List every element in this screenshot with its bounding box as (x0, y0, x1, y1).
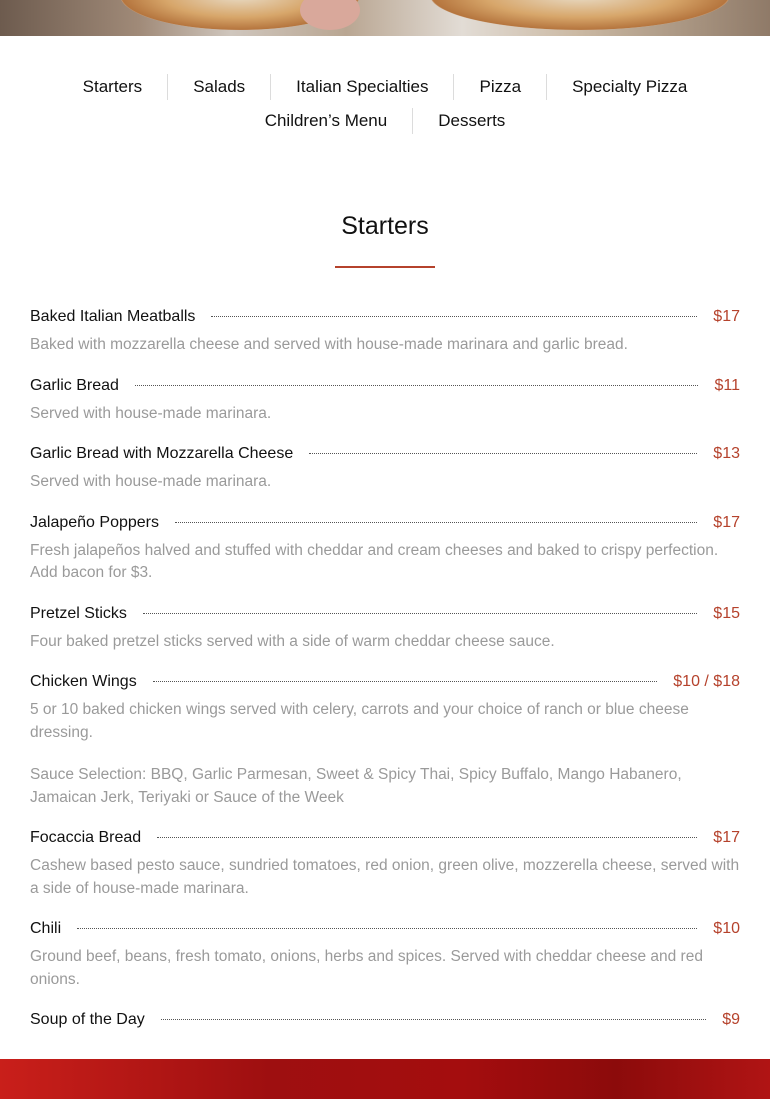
item-name: Baked Italian Meatballs (30, 308, 196, 325)
item-price: $10 / $18 (673, 673, 740, 690)
menu-item (30, 920, 740, 991)
item-description: Cashew based pesto sauce, sundried tomatoes, red onion, green olive, mozzerella cheese, served with a side of house-made marinara. (30, 857, 740, 897)
pizza-plate-image (430, 0, 730, 30)
dotted-leader (77, 928, 697, 929)
menu-item (30, 673, 740, 809)
footer-band (0, 1059, 770, 1099)
menu-list (30, 308, 740, 1057)
item-description: Served with house-made marinara. (30, 473, 272, 490)
item-price: $17 (713, 513, 740, 531)
title-underline (335, 266, 435, 268)
item-name: Chili (30, 920, 62, 937)
menu-item (30, 829, 740, 900)
item-price: $11 (714, 376, 740, 394)
nav-pizza[interactable]: Pizza (453, 74, 546, 100)
menu-item (30, 445, 740, 494)
item-price: $15 (713, 604, 740, 622)
item-name: Jalapeño Poppers (30, 513, 159, 531)
nav-row-2 (0, 104, 770, 138)
menu-item (30, 377, 740, 426)
dotted-leader (175, 522, 697, 523)
nav-specialty-pizza[interactable]: Specialty Pizza (546, 74, 712, 100)
item-name: Soup of the Day (30, 1011, 145, 1028)
item-name: Pretzel Sticks (30, 604, 127, 622)
item-description: Four baked pretzel sticks served with a side of warm cheddar cheese sauce. (30, 632, 555, 650)
item-price: $17 (713, 829, 740, 846)
dotted-leader (157, 837, 697, 838)
item-name: Chicken Wings (30, 673, 137, 690)
dotted-leader (143, 613, 697, 614)
section-title: Starters (341, 212, 429, 240)
menu-item (30, 308, 740, 357)
item-description: Baked with mozzarella cheese and served with house-made marinara and garlic bread. (30, 336, 628, 353)
item-price: $13 (713, 445, 740, 462)
item-name: Garlic Bread with Mozzarella Cheese (30, 445, 294, 462)
menu-item (30, 1011, 740, 1037)
dotted-leader (135, 385, 699, 386)
nav-starters[interactable]: Starters (82, 77, 143, 96)
item-description: Ground beef, beans, fresh tomato, onions, herbs and spices. Served with cheddar cheese and red onions. (30, 948, 703, 988)
item-price: $9 (722, 1011, 740, 1028)
nav-childrens-menu[interactable]: Children’s Menu (264, 111, 388, 130)
menu-category-nav (0, 70, 770, 138)
menu-item (30, 605, 740, 654)
hand-image (300, 0, 360, 30)
item-description: 5 or 10 baked chicken wings served with celery, carrots and your choice of ranch or blue cheese dressing. (30, 701, 689, 741)
hero-image (0, 0, 770, 36)
sauce-selection-note: Sauce Selection: BBQ, Garlic Parmesan, Sweet & Spicy Thai, Spicy Buffalo, Mango Habanero, Jamaican Jerk, Teriyaki or Sauce of the Week (30, 766, 682, 806)
nav-desserts[interactable]: Desserts (412, 108, 530, 134)
dotted-leader (153, 681, 658, 682)
nav-salads[interactable]: Salads (167, 74, 270, 100)
item-description: Served with house-made marinara. (30, 404, 272, 422)
dotted-leader (161, 1019, 706, 1020)
menu-item (30, 514, 740, 585)
dotted-leader (309, 453, 697, 454)
nav-italian-specialties[interactable]: Italian Specialties (270, 74, 453, 100)
item-price: $10 (713, 920, 740, 937)
item-price: $17 (713, 308, 740, 325)
item-name: Focaccia Bread (30, 829, 142, 846)
item-name: Garlic Bread (30, 376, 119, 394)
dotted-leader (211, 316, 697, 317)
item-description: Fresh jalapeños halved and stuffed with cheddar and cream cheeses and baked to crispy perfection. Add bacon for $3. (30, 541, 719, 581)
nav-row-1 (0, 70, 770, 104)
